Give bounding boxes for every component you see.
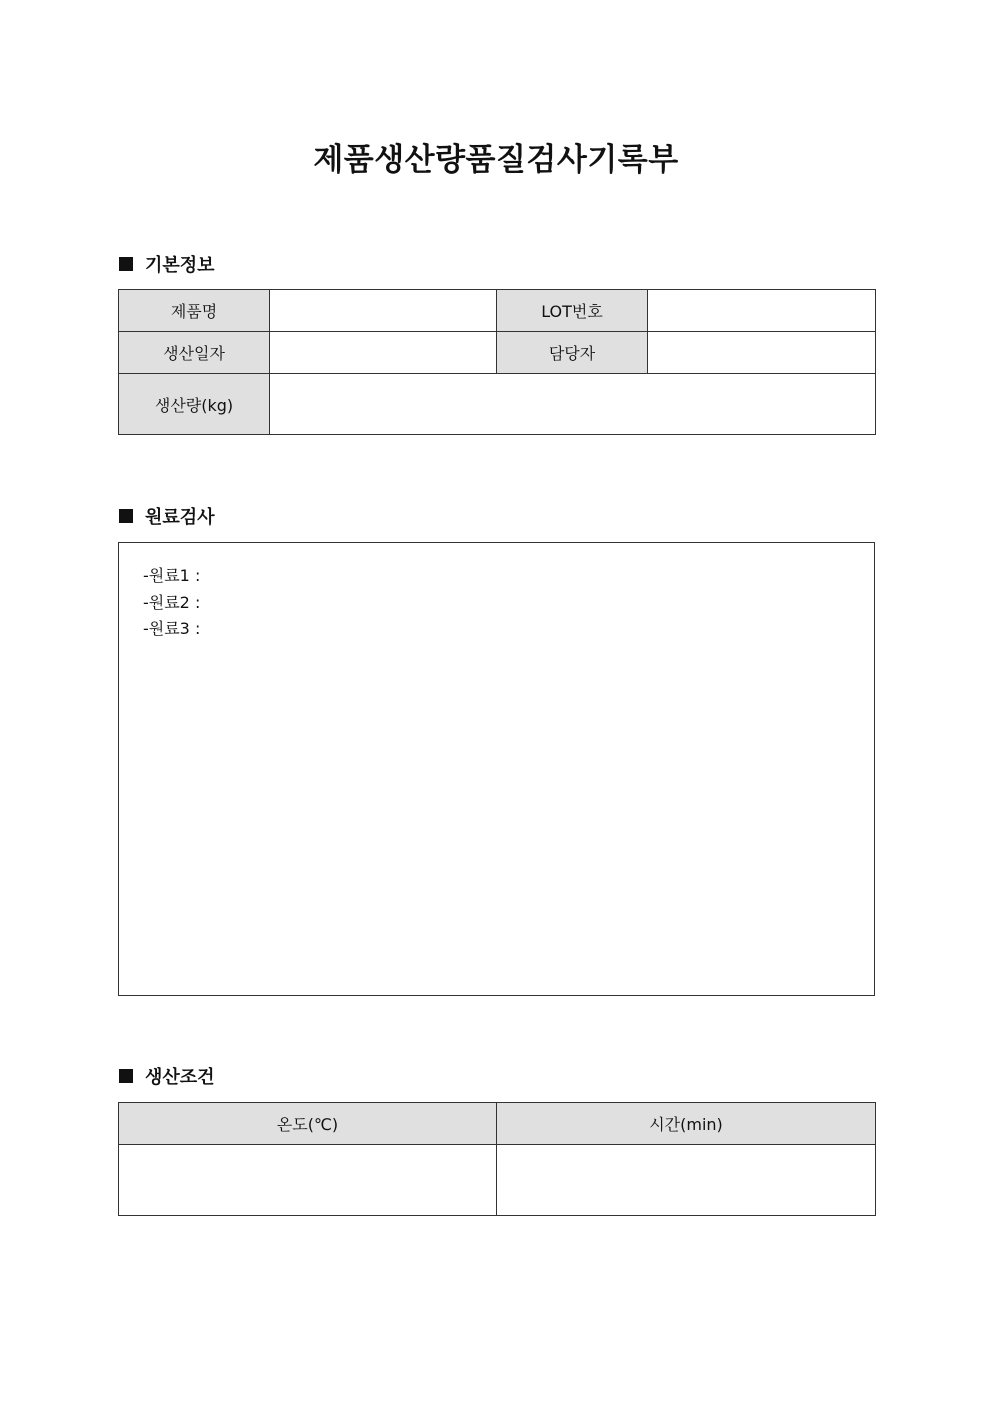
raw-material-heading [119,504,215,528]
production-quantity-field[interactable] [270,374,876,435]
raw-material-heading-text: 원료검사 [145,507,215,528]
basic-info-heading [119,252,215,276]
manager-field[interactable] [648,332,876,374]
production-date-field[interactable] [270,332,497,374]
raw-material-inspection-box[interactable] [118,542,875,996]
list-item: -원료2 : [143,592,201,612]
table-row [119,374,876,435]
temperature-field[interactable] [119,1145,497,1216]
production-date-label: 생산일자 [119,332,270,374]
basic-info-heading-text: 기본정보 [145,255,215,276]
production-quantity-label: 생산량(kg) [119,374,270,435]
basic-info-table [118,289,876,435]
raw-material-list [119,543,874,643]
square-bullet-icon [119,257,133,271]
time-field[interactable] [497,1145,876,1216]
temperature-label: 온도(℃) [119,1103,497,1145]
production-conditions-table [118,1102,876,1216]
list-item: -원료1 : [143,566,201,585]
production-conditions-heading-text: 생산조건 [145,1067,215,1088]
table-row [119,332,876,374]
table-row [119,290,876,332]
square-bullet-icon [119,509,133,523]
lot-number-label: LOT번호 [497,290,648,332]
list-item: -원료3 : [143,619,201,638]
table-row [119,1145,876,1216]
square-bullet-icon [119,1069,133,1083]
manager-label: 담당자 [497,332,648,374]
time-label: 시간(min) [497,1103,876,1145]
document-title: 제품생산량품질검사기록부 [313,142,679,178]
table-row [119,1103,876,1145]
product-name-field[interactable] [270,290,497,332]
product-name-label: 제품명 [119,290,270,332]
production-conditions-heading [119,1064,215,1088]
lot-number-field[interactable] [648,290,876,332]
